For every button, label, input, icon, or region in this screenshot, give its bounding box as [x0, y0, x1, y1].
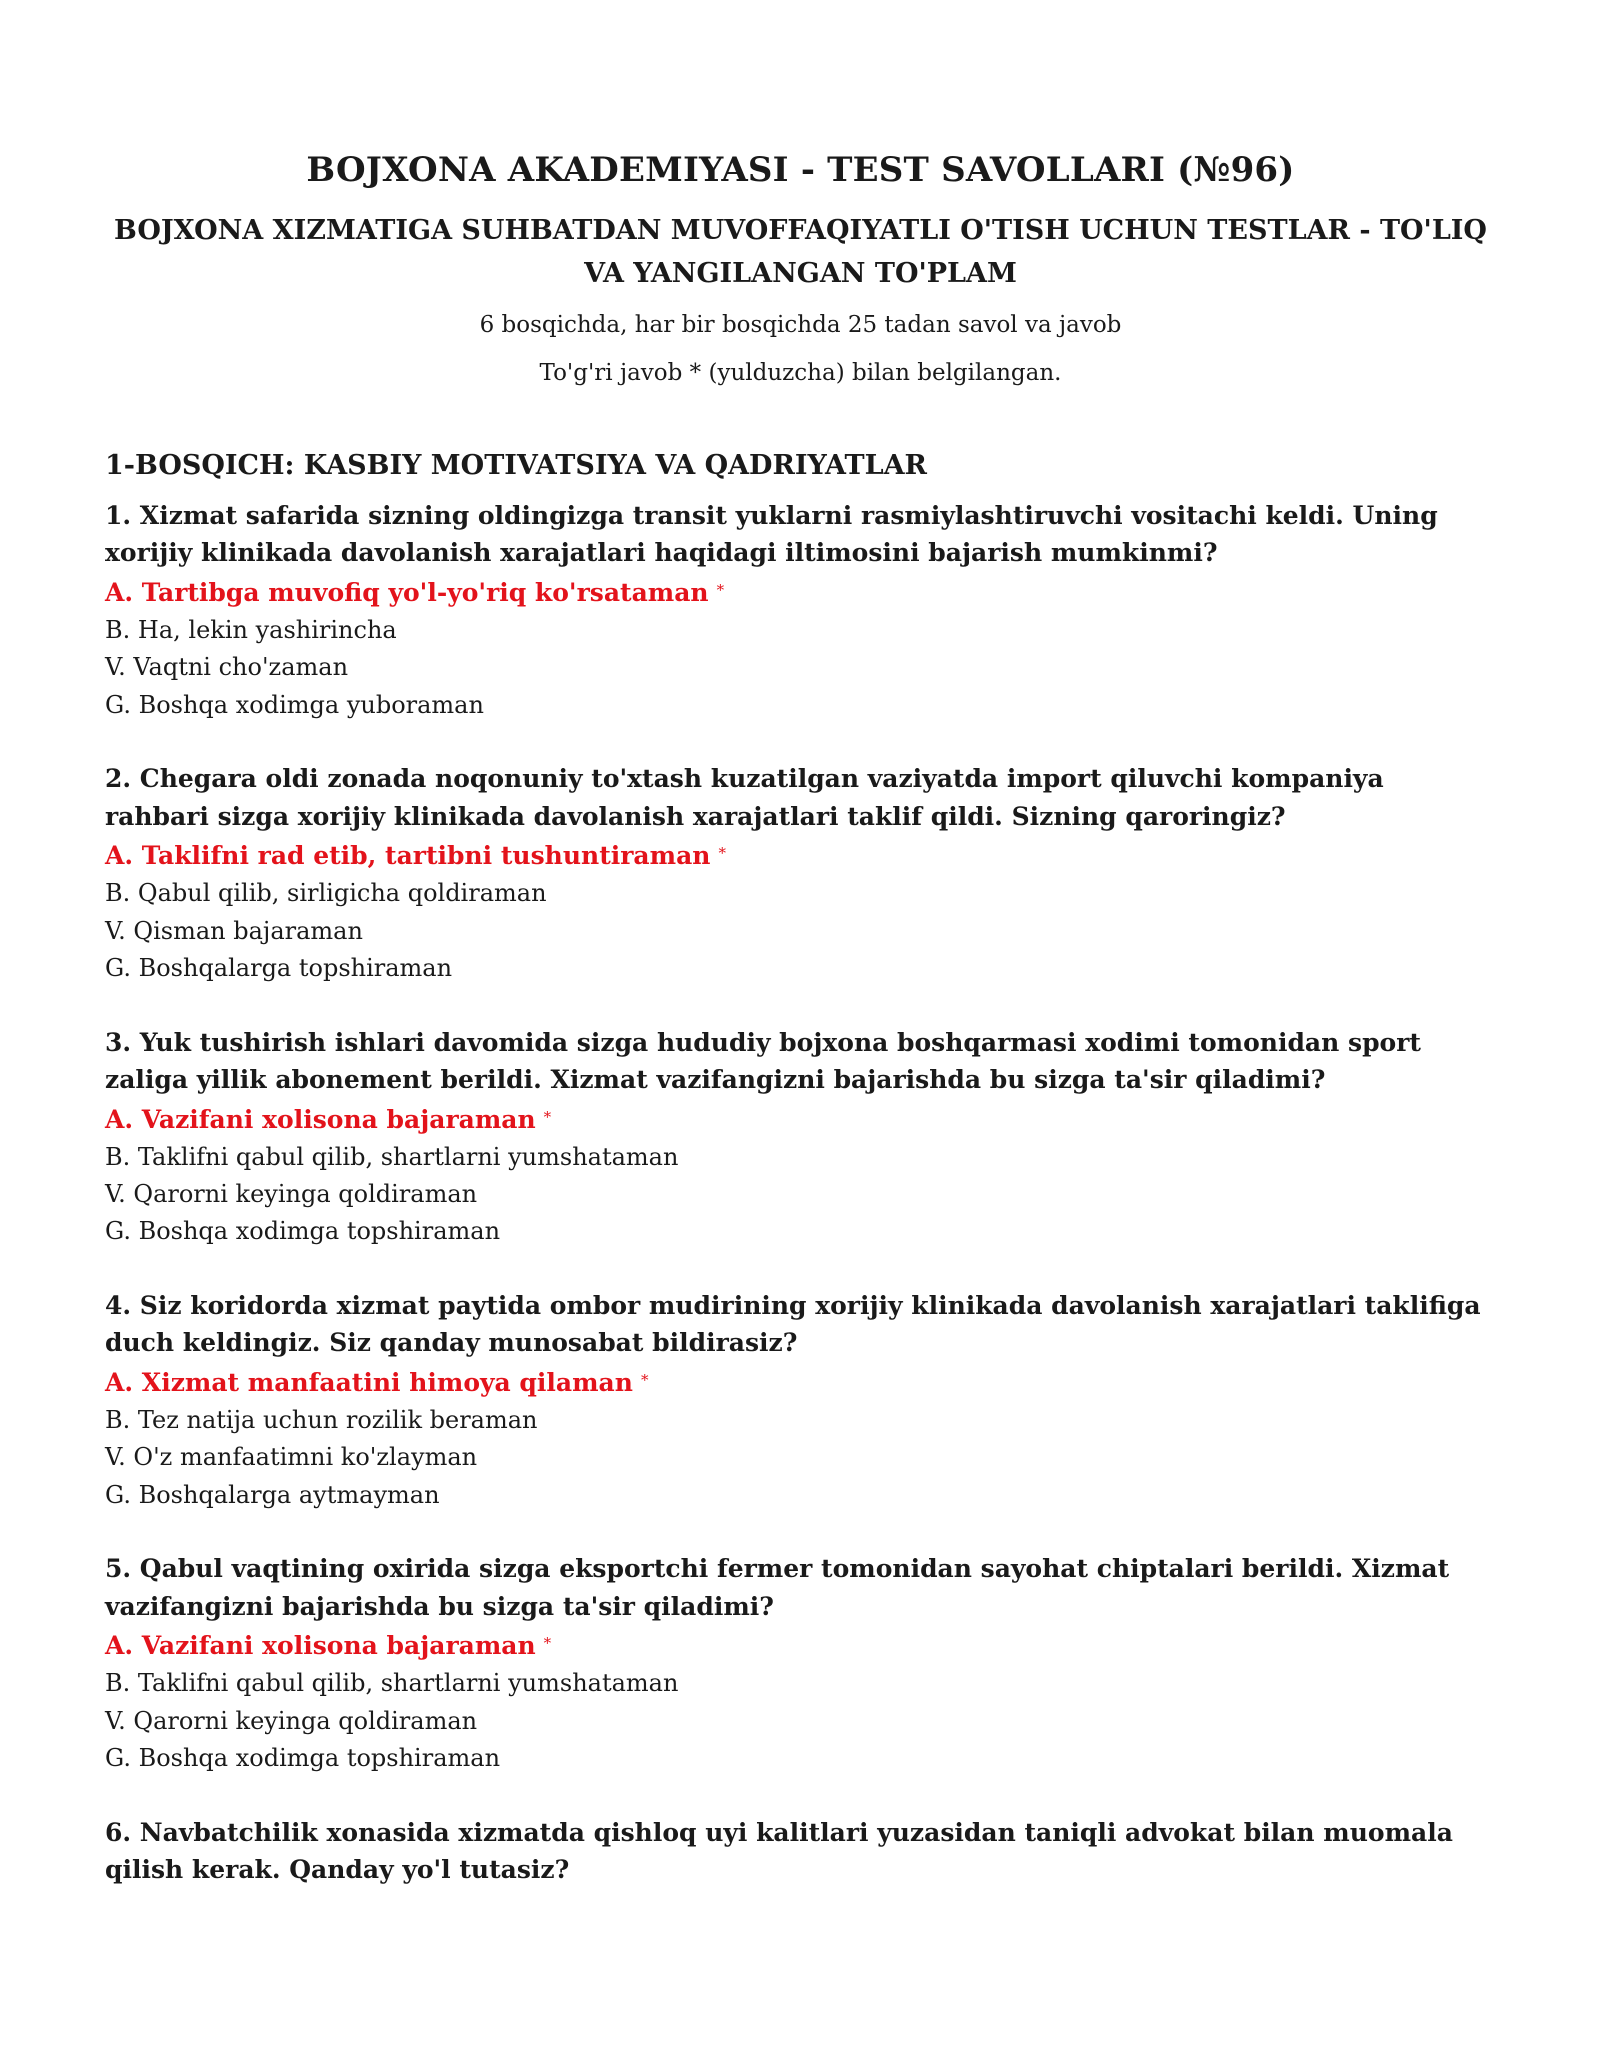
star-marker: *	[718, 844, 726, 863]
star-marker: *	[716, 580, 725, 599]
correct-answer	[105, 573, 1496, 612]
answer-option: G. Boshqalarga topshiraman	[105, 954, 453, 983]
question-text: 5. Qabul vaqtining oxirida sizga eksportchi fermer tomonidan sayohat chiptalari berildi. Xizmat vazifangizni bajarishda bu sizga ta'sir qiladimi?	[105, 1554, 1450, 1621]
answer-option: G. Boshqa xodimga topshiraman	[105, 1217, 501, 1246]
answer-option: B. Ha, lekin yashirincha	[105, 615, 397, 644]
answer-option: V. O'z manfaatimni ko'zlayman	[105, 1443, 478, 1472]
document-note: To'g'ri javob * (yulduzcha) bilan belgilangan.	[539, 359, 1062, 386]
correct-answer	[105, 1626, 1496, 1665]
answer-option: V. Qarorni keyinga qoldiraman	[105, 1706, 478, 1735]
question-2	[105, 760, 1496, 987]
answer-label: A. Xizmat manfaatini himoya qilaman	[105, 1367, 633, 1397]
answer-label: A. Vazifani xolisona bajaraman	[105, 1631, 536, 1661]
question-1	[105, 497, 1496, 724]
question-text: 6. Navbatchilik xonasida xizmatda qishloq uyi kalitlari yuzasidan taniqli advokat bilan muomala qilish kerak. Qanday yo'l tutasiz?	[105, 1817, 1453, 1885]
question-3	[105, 1024, 1496, 1251]
answer-option: V. Qarorni keyinga qoldiraman	[105, 1180, 478, 1209]
correct-answer	[105, 836, 1496, 875]
question-5	[105, 1550, 1496, 1777]
answer-option: G. Boshqa xodimga topshiraman	[105, 1744, 501, 1773]
star-marker: *	[543, 1107, 552, 1126]
answer-option: V. Qisman bajaraman	[105, 916, 363, 945]
answer-option: G. Boshqa xodimga yuboraman	[105, 690, 484, 719]
correct-answer	[105, 1363, 1496, 1402]
answer-label: A. Tartibga muvofiq yo'l-yo'riq ko'rsataman	[105, 577, 709, 607]
document-description: 6 bosqichda, har bir bosqichda 25 tadan savol va javob	[479, 312, 1122, 339]
question-text: 1. Xizmat safarida sizning oldingizga transit yuklarni rasmiylashtiruvchi vositachi keldi. Uning xorijiy klinikada davolanish xarajatlari haqidagi iltimosini bajarish mumkinmi?	[105, 500, 1438, 568]
answer-option: B. Taklifni qabul qilib, shartlarni yumshataman	[105, 1669, 679, 1698]
answer-option: B. Tez natija uchun rozilik beraman	[105, 1405, 538, 1434]
question-text: 4. Siz koridorda xizmat paytida ombor mudirining xorijiy klinikada davolanish xarajatlari taklifiga duch keldingiz. Siz qanday munosabat bildirasiz?	[105, 1290, 1481, 1358]
answer-option: B. Taklifni qabul qilib, shartlarni yumshataman	[105, 1142, 679, 1171]
answer-option: B. Qabul qilib, sirligicha qoldiraman	[105, 879, 547, 908]
question-text: 2. Chegara oldi zonada noqonuniy to'xtash kuzatilgan vaziyatda import qiluvchi kompaniya rahbari sizga xorijiy klinikada davolanish xarajatlari taklif qildi. Sizning qaroringiz?	[105, 764, 1384, 831]
answer-option: G. Boshqalarga aytmayman	[105, 1480, 440, 1509]
answer-label: A. Vazifani xolisona bajaraman	[105, 1104, 536, 1134]
answer-label: A. Taklifni rad etib, tartibni tushuntiraman	[105, 841, 711, 871]
answer-option: V. Vaqtni cho'zaman	[105, 653, 349, 682]
section-title: 1-BOSQICH: KASBIY MOTIVATSIYA VA QADRIYATLAR	[105, 449, 927, 481]
star-marker: *	[543, 1634, 552, 1653]
star-marker: *	[640, 1370, 649, 1389]
question-text: 3. Yuk tushirish ishlari davomida sizga hududiy bojxona boshqarmasi xodimi tomonidan sport zaliga yillik abonement berildi. Xizmat vazifangizni bajarishda bu sizga ta'sir qiladimi?	[105, 1027, 1421, 1095]
question-6	[105, 1814, 1496, 1889]
question-4	[105, 1287, 1496, 1514]
correct-answer	[105, 1100, 1496, 1139]
document-subtitle: BOJXONA XIZMATIGA SUHBATDAN MUVOFFAQIYATLI O'TISH UCHUN TESTLAR - TO'LIQ VA YANGILANGAN TO'PLAM	[114, 214, 1487, 289]
document-title: BOJXONA AKADEMIYASI - TEST SAVOLLARI (№96)	[306, 150, 1295, 190]
